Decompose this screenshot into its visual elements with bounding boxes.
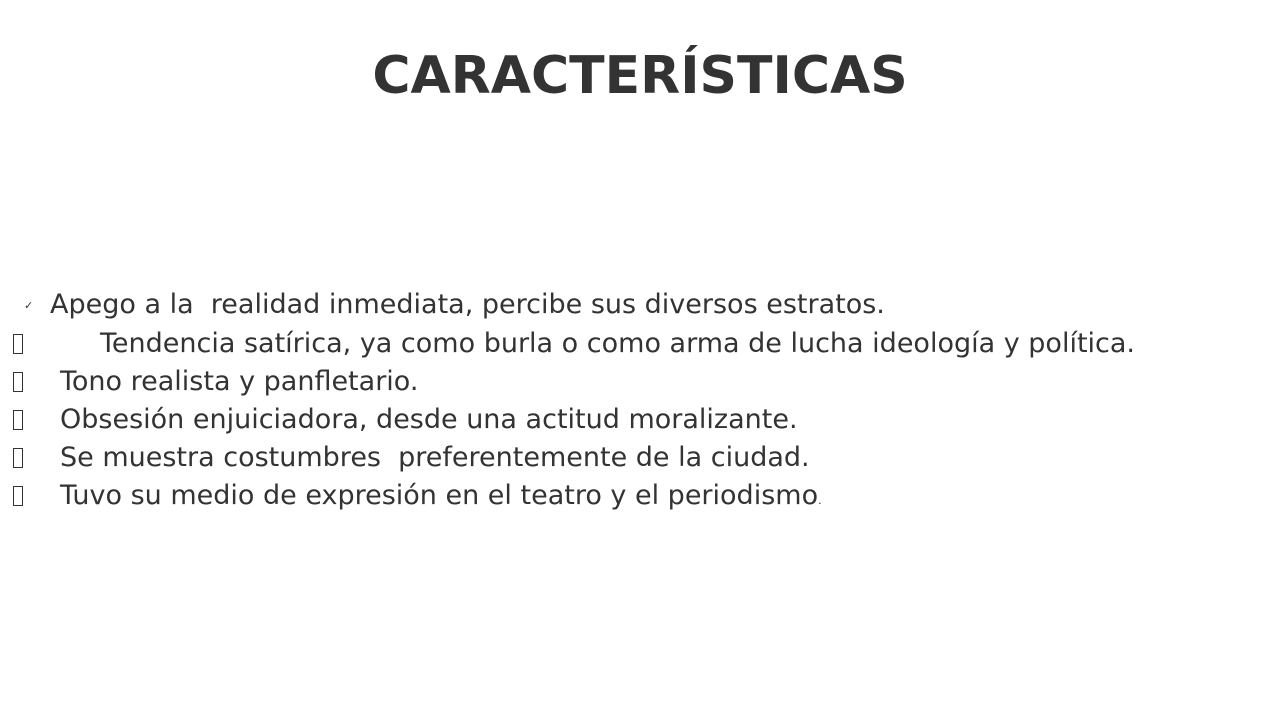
list-item (10, 325, 1248, 363)
list-item (10, 286, 1248, 325)
characteristics-list (10, 286, 1248, 520)
list-item-text: Tono realista y panfletario. (60, 365, 419, 397)
box-icon (13, 372, 23, 392)
list-item-text: Apego a la realidad inmediata, percibe sus diversos estratos. (50, 289, 885, 320)
box-icon (13, 410, 23, 430)
box-icon (13, 448, 23, 468)
slide-title: CARACTERÍSTICAS (372, 46, 908, 106)
check-icon: ✓ (24, 298, 34, 312)
list-item-text: Tuvo su medio de expresión en el teatro y el periodismo (60, 479, 819, 511)
box-icon (13, 334, 23, 354)
list-item (10, 439, 1248, 477)
list-item-text: Se muestra costumbres preferentemente de la ciudad. (60, 441, 810, 473)
list-item (10, 477, 1248, 520)
list-item (10, 401, 1248, 439)
box-icon (13, 486, 23, 506)
trailing-period: . (818, 493, 822, 507)
list-item-text: Tendencia satírica, ya como burla o como arma de lucha ideología y política. (100, 327, 1136, 359)
list-item (10, 363, 1248, 401)
list-item-text: Obsesión enjuiciadora, desde una actitud moralizante. (60, 403, 798, 435)
